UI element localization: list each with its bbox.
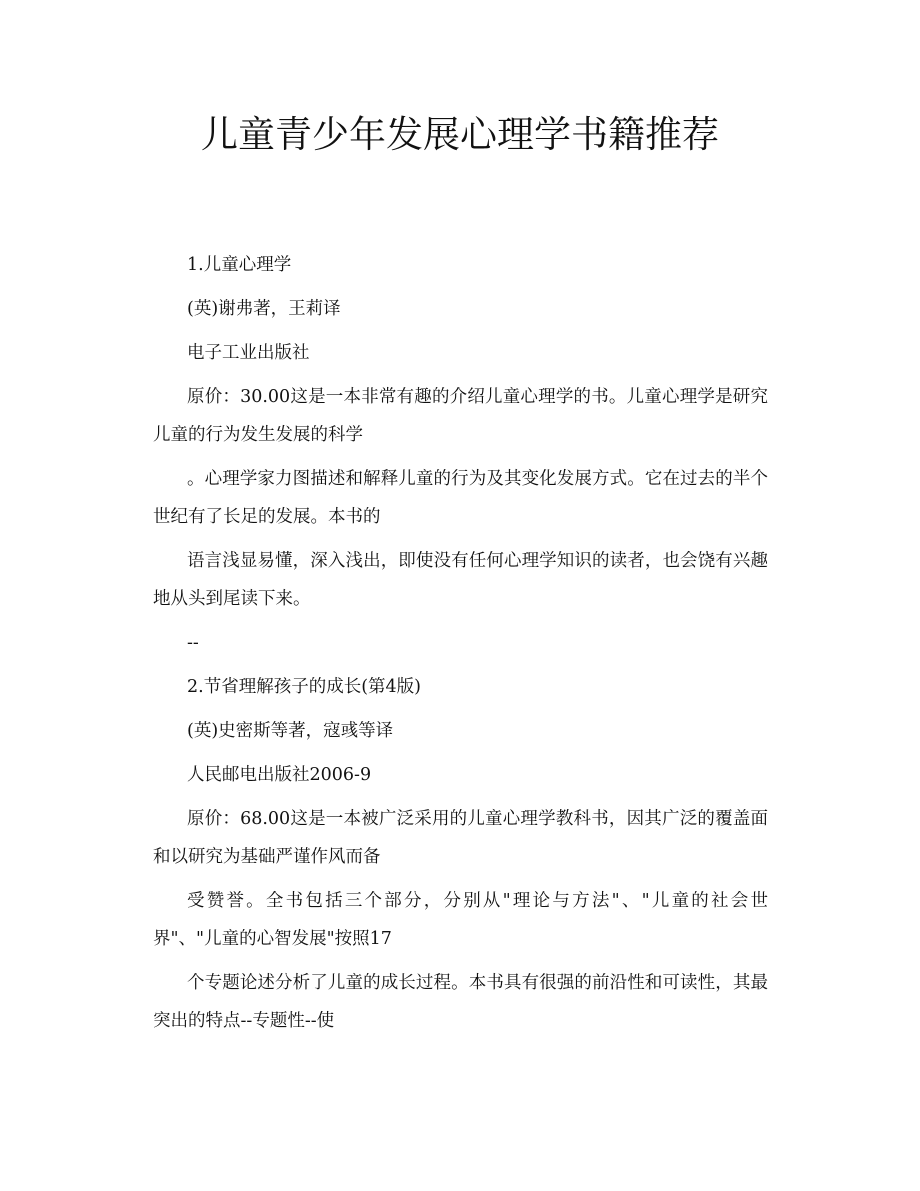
paragraph: 。心理学家力图描述和解释儿童的行为及其变化发展方式。它在过去的半个世纪有了长足的发展。本书的 xyxy=(153,469,768,527)
paragraph: 原价：68.00这是一本被广泛采用的儿童心理学教科书，因其广泛的覆盖面和以研究为基础严谨作风而备 xyxy=(153,809,768,867)
paragraph: (英)史密斯等著，寇彧等译 xyxy=(187,721,394,741)
paragraph: 语言浅显易懂，深入浅出，即使没有任何心理学知识的读者，也会饶有兴趣地从头到尾读下来。 xyxy=(153,551,768,609)
paragraph: 受赞誉。全书包括三个部分，分别从"理论与方法"、"儿童的社会世界"、"儿童的心智发展"按照17 xyxy=(153,891,768,949)
paragraph: 原价：30.00这是一本非常有趣的介绍儿童心理学的书。儿童心理学是研究儿童的行为发生发展的科学 xyxy=(153,387,768,445)
paragraph: 2.节省理解孩子的成长(第4版) xyxy=(187,677,421,697)
paragraph: 个专题论述分析了儿童的成长过程。本书具有很强的前沿性和可读性，其最突出的特点--专题性--使 xyxy=(153,973,768,1031)
paragraph: 1.儿童心理学 xyxy=(187,255,292,275)
paragraph: 人民邮电出版社2006-9 xyxy=(187,765,372,785)
document-title: 儿童青少年发展心理学书籍推荐 xyxy=(201,113,719,156)
paragraph: (英)谢弗著，王莉译 xyxy=(187,299,341,319)
document-body xyxy=(153,246,768,1046)
separator: -- xyxy=(187,633,199,653)
paragraph: 电子工业出版社 xyxy=(187,343,310,363)
